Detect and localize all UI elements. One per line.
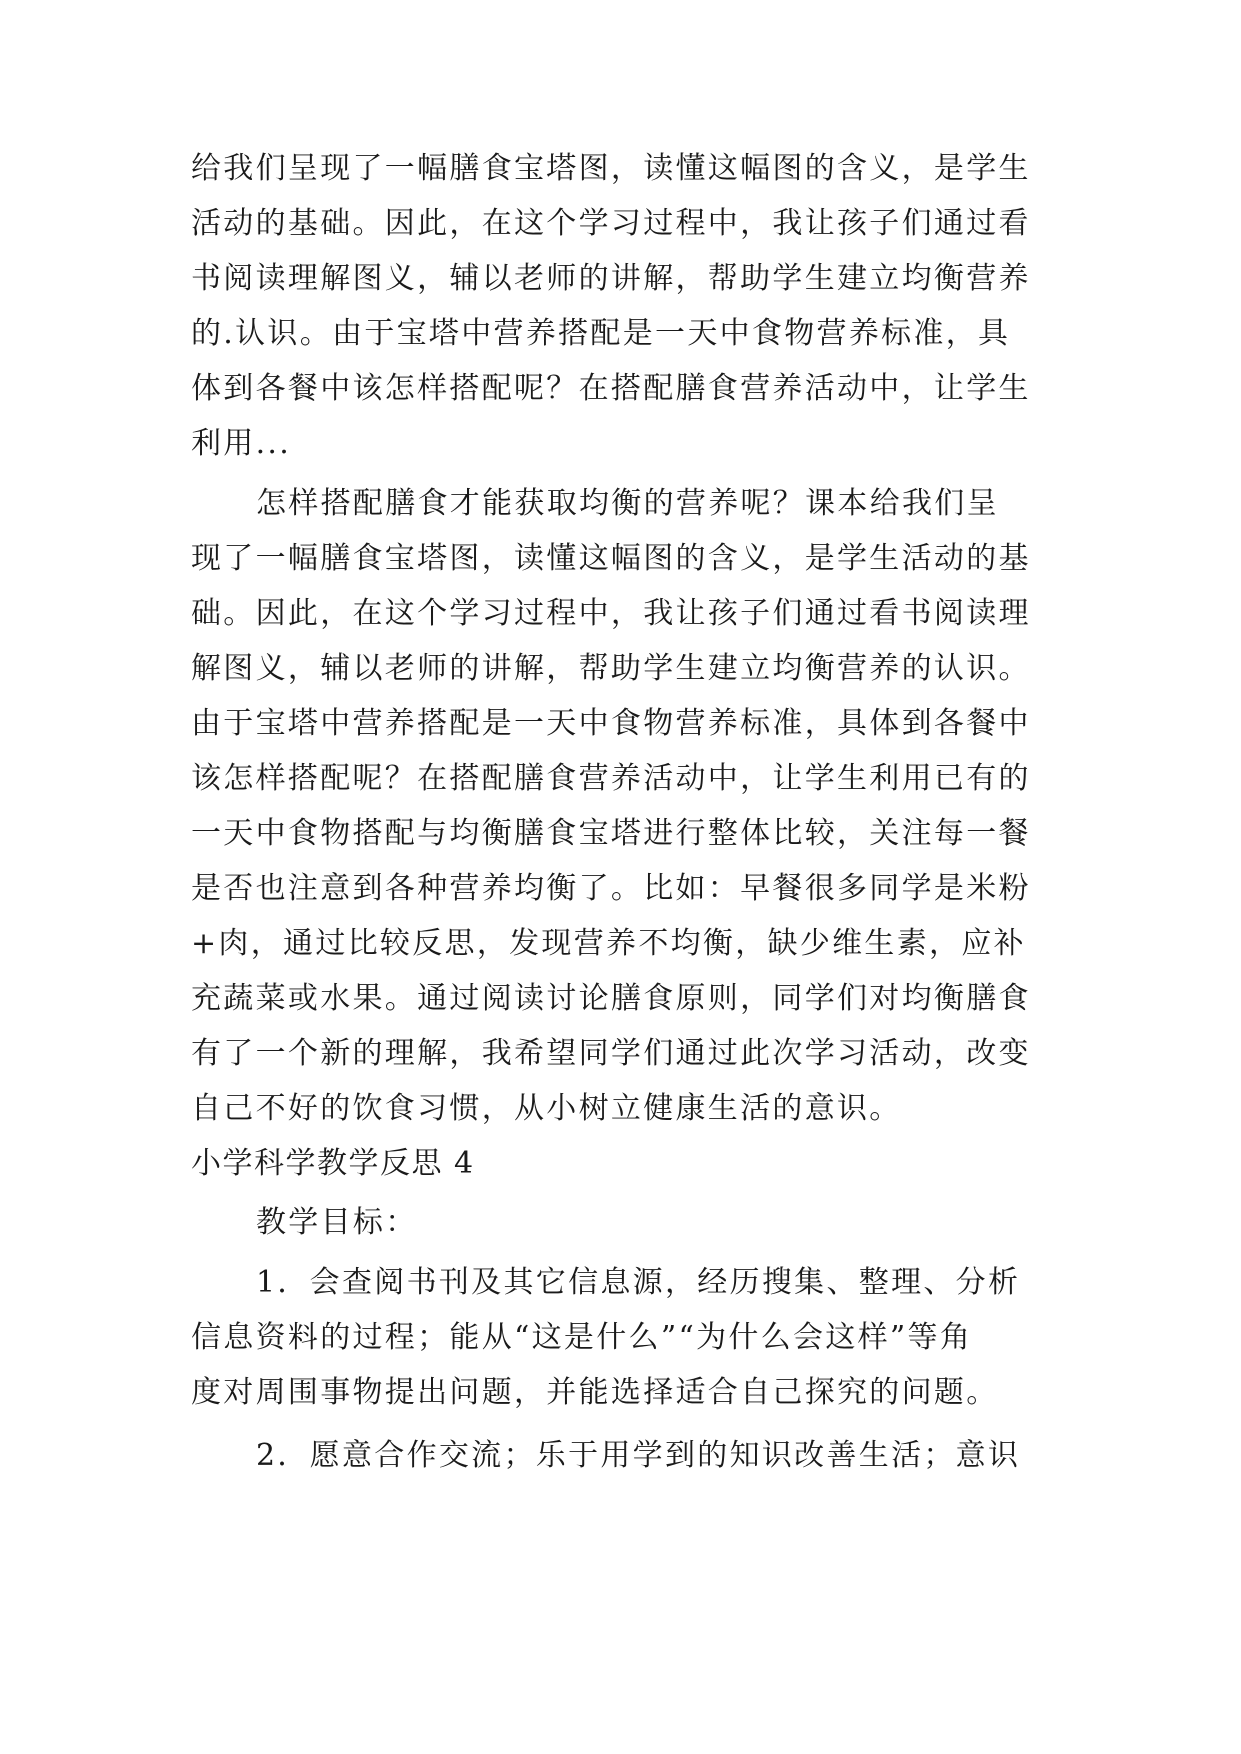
paragraph-line: +肉，通过比较反思，发现营养不均衡，缺少维生素，应补 [191, 926, 1026, 961]
paragraph-line: 怎样搭配膳食才能获取均衡的营养呢？课本给我们呈 [256, 486, 999, 521]
paragraph-line: 利用... [191, 426, 292, 461]
paragraph-line: 由于宝塔中营养搭配是一天中食物营养标准，具体到各餐中 [191, 706, 1031, 741]
paragraph-line: 的.认识。由于宝塔中营养搭配是一天中食物营养标准，具 [191, 316, 1011, 351]
paragraph-line: 体到各餐中该怎样搭配呢？在搭配膳食营养活动中，让学生 [191, 371, 1031, 406]
paragraph-line: 一天中食物搭配与均衡膳食宝塔进行整体比较，关注每一餐 [191, 816, 1031, 851]
paragraph-line: 给我们呈现了一幅膳食宝塔图，读懂这幅图的含义，是学生 [191, 151, 1031, 186]
paragraph-line: 该怎样搭配呢？在搭配膳食营养活动中，让学生利用已有的 [191, 761, 1031, 796]
paragraph-line: 充蔬菜或水果。通过阅读讨论膳食原则，同学们对均衡膳食 [191, 981, 1031, 1016]
section-title: 小学科学教学反思 4 [191, 1146, 475, 1181]
paragraph-line: 是否也注意到各种营养均衡了。比如：早餐很多同学是米粉 [191, 871, 1031, 906]
paragraph-line: 解图义，辅以老师的讲解，帮助学生建立均衡营养的认识。 [191, 651, 1031, 686]
objective-line: 信息资料的过程；能从“这是什么”“为什么会这样”等角 [191, 1320, 973, 1355]
paragraph-line: 础。因此，在这个学习过程中，我让孩子们通过看书阅读理 [191, 596, 1031, 631]
paragraph-line: 现了一幅膳食宝塔图，读懂这幅图的含义，是学生活动的基 [191, 541, 1031, 576]
paragraph-line: 有了一个新的理解，我希望同学们通过此次学习活动，改变 [191, 1036, 1031, 1071]
paragraph-line: 自己不好的饮食习惯，从小树立健康生活的意识。 [191, 1091, 902, 1126]
paragraph-line: 书阅读理解图义，辅以老师的讲解，帮助学生建立均衡营养 [191, 261, 1031, 296]
objective-line: 度对周围事物提出问题，并能选择适合自己探究的问题。 [191, 1375, 999, 1410]
objectives-label: 教学目标： [256, 1205, 418, 1240]
paragraph-line: 活动的基础。因此，在这个学习过程中，我让孩子们通过看 [191, 206, 1031, 241]
objective-line: 2．愿意合作交流；乐于用学到的知识改善生活；意识 [256, 1438, 1021, 1473]
objective-line: 1．会查阅书刊及其它信息源，经历搜集、整理、分析 [256, 1265, 1021, 1300]
